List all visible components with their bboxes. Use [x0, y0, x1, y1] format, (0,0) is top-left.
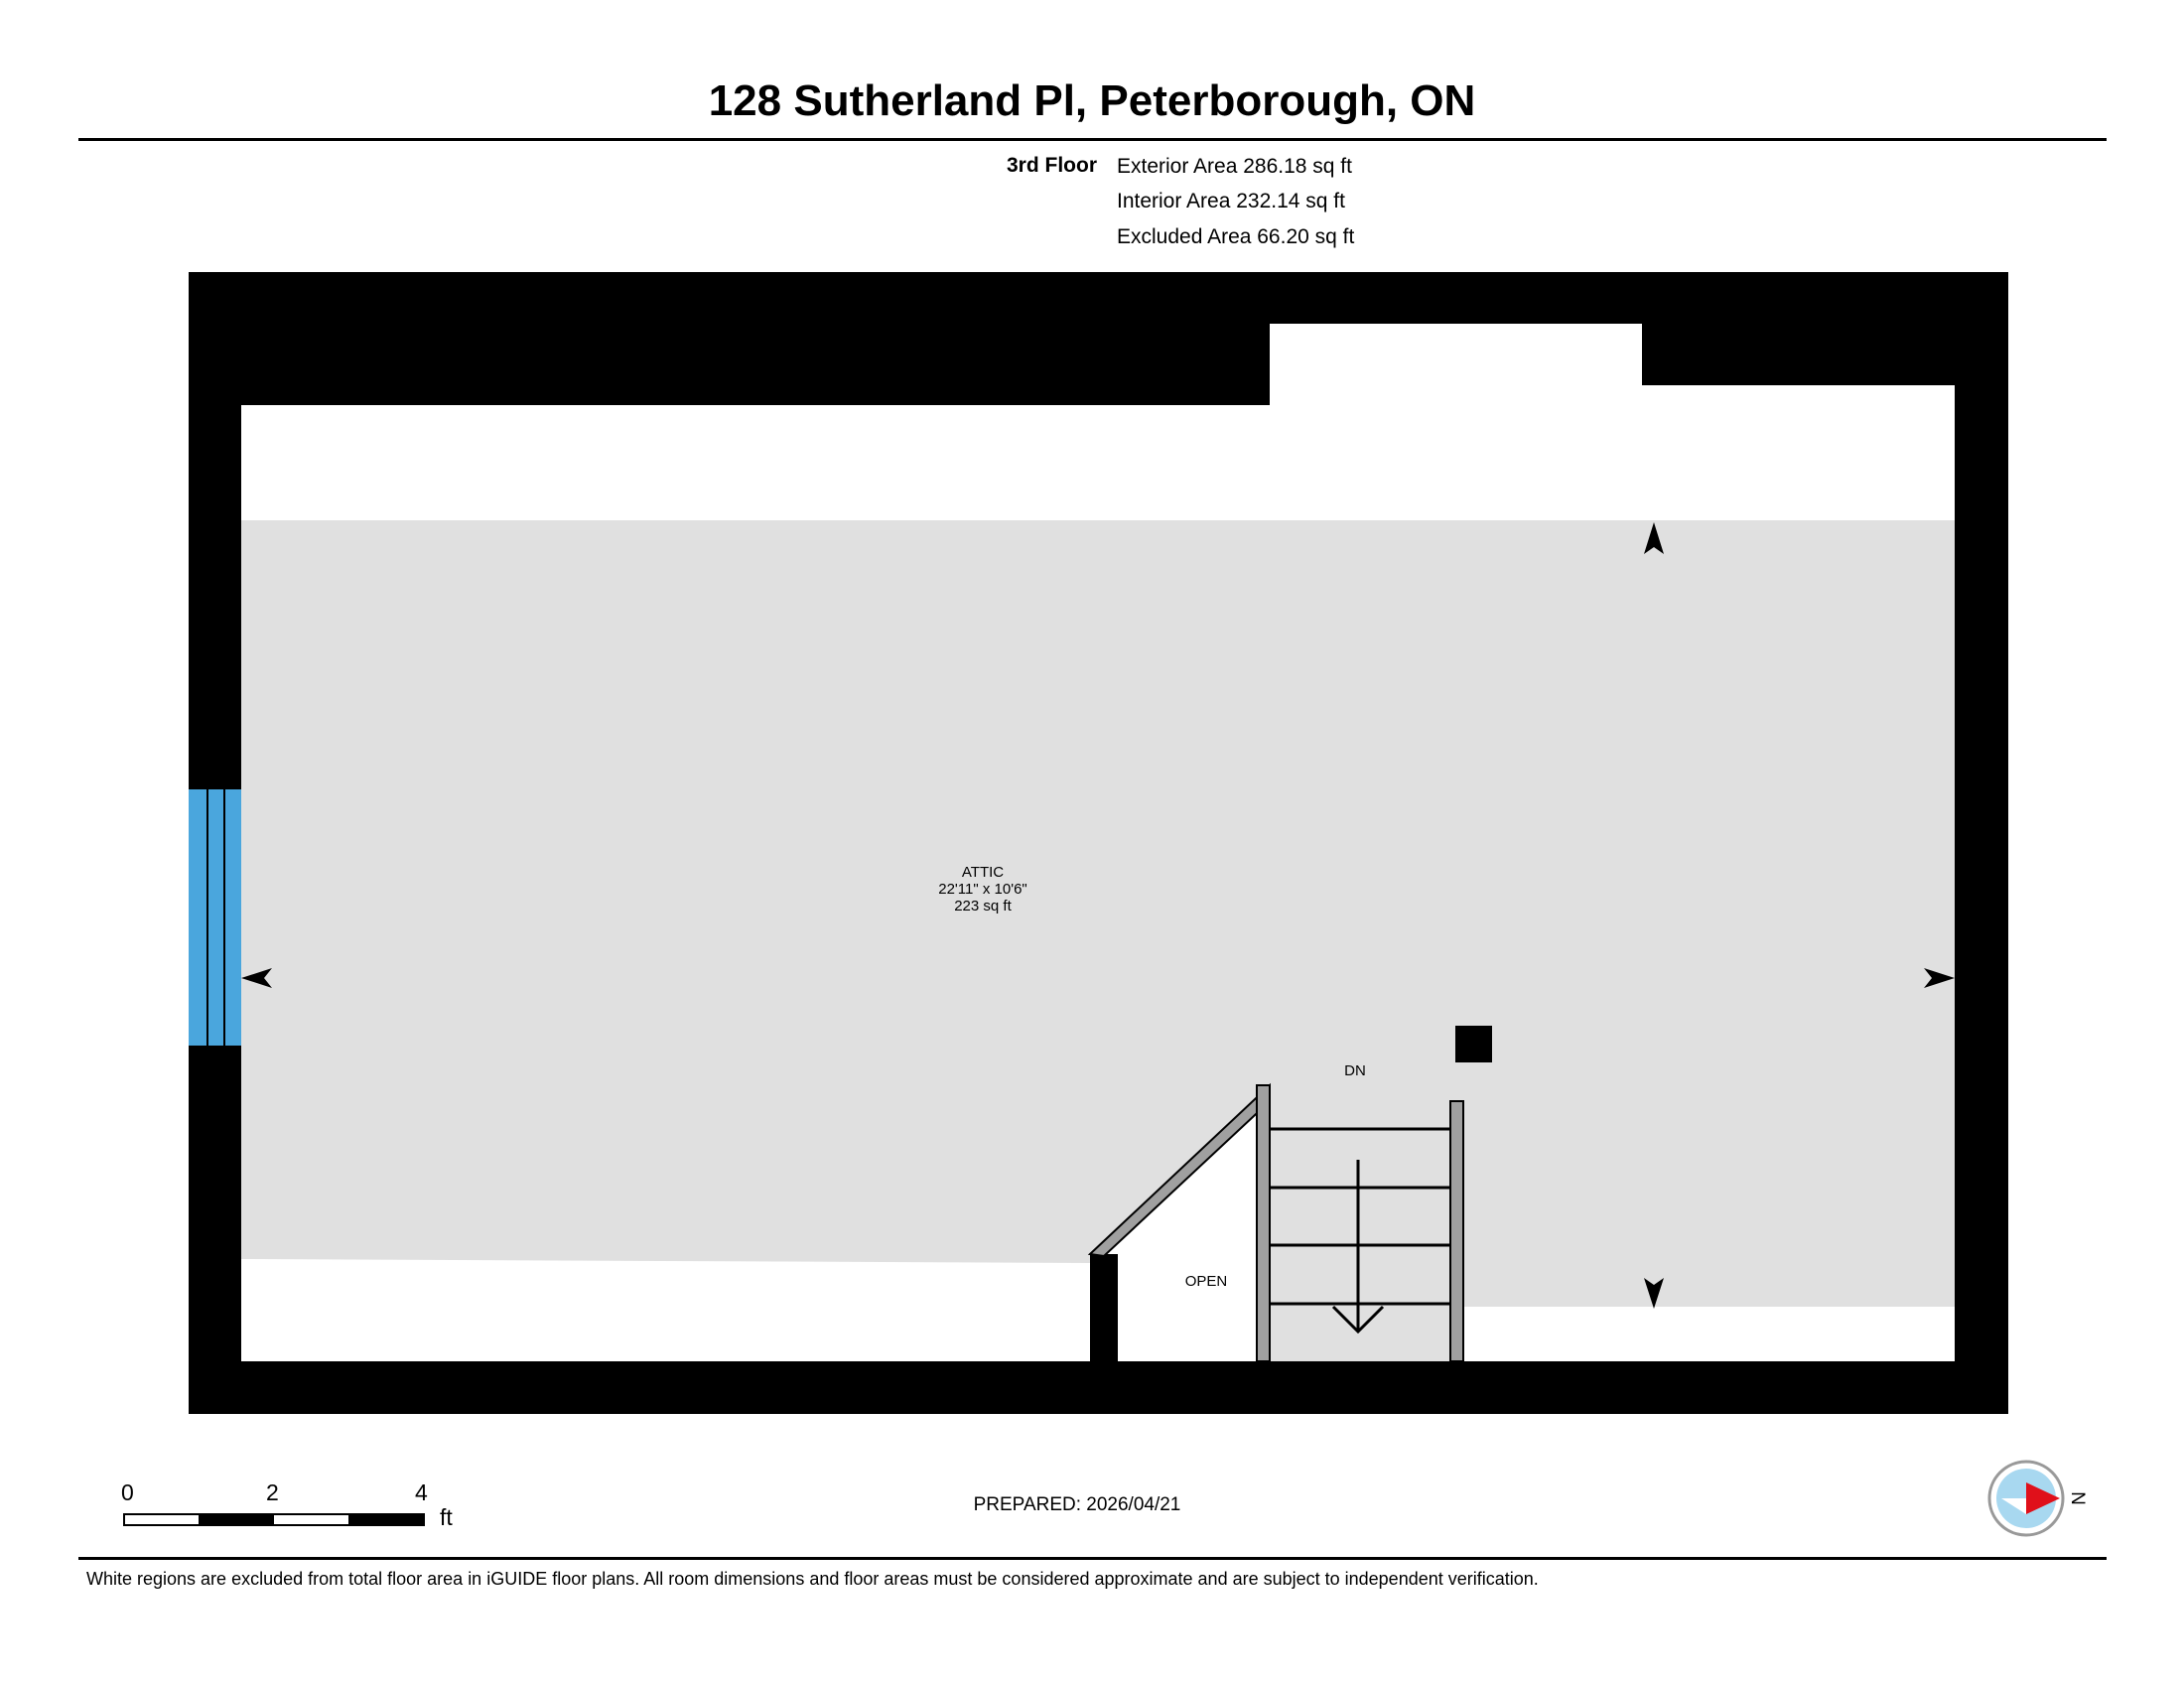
scale-bar [124, 1514, 424, 1525]
room-dimensions: 22'11" x 10'6" [938, 881, 1027, 898]
scale-tick-2: 2 [266, 1479, 279, 1505]
prepared-date: PREPARED: 2026/04/21 [973, 1494, 1181, 1515]
disclaimer: White regions are excluded from total floor area in iGUIDE floor plans. All room dimensions and floor areas must be considered approximate and are subject to independent verification. [86, 1569, 1539, 1589]
chimney-block [1455, 1026, 1492, 1062]
stair-label: DN [1344, 1062, 1366, 1079]
room-label [854, 864, 1112, 914]
interior-area: Interior Area 232.14 sq ft [1117, 190, 1345, 212]
open-wall-stub [1090, 1254, 1118, 1363]
open-label: OPEN [1184, 1273, 1228, 1290]
floor-label: 3rd Floor [1006, 154, 1097, 177]
stair-rail-right [1450, 1101, 1463, 1361]
room-area: 223 sq ft [954, 898, 1012, 914]
exterior-area: Exterior Area 286.18 sq ft [1117, 155, 1352, 178]
window [189, 789, 241, 1046]
excluded-area: Excluded Area 66.20 sq ft [1117, 225, 1355, 248]
attic-room [241, 520, 1955, 1361]
scale-tick-4: 4 [415, 1479, 428, 1505]
footer-rule [78, 1557, 2107, 1560]
compass-icon [1989, 1462, 2063, 1535]
scale-tick-0: 0 [121, 1479, 134, 1505]
stair-rail-left [1257, 1085, 1270, 1361]
scale-unit: ft [440, 1504, 453, 1530]
room-name: ATTIC [961, 864, 1005, 881]
page-title: 128 Sutherland Pl, Peterborough, ON [708, 76, 1476, 125]
compass-north-label: N [2066, 1491, 2088, 1505]
